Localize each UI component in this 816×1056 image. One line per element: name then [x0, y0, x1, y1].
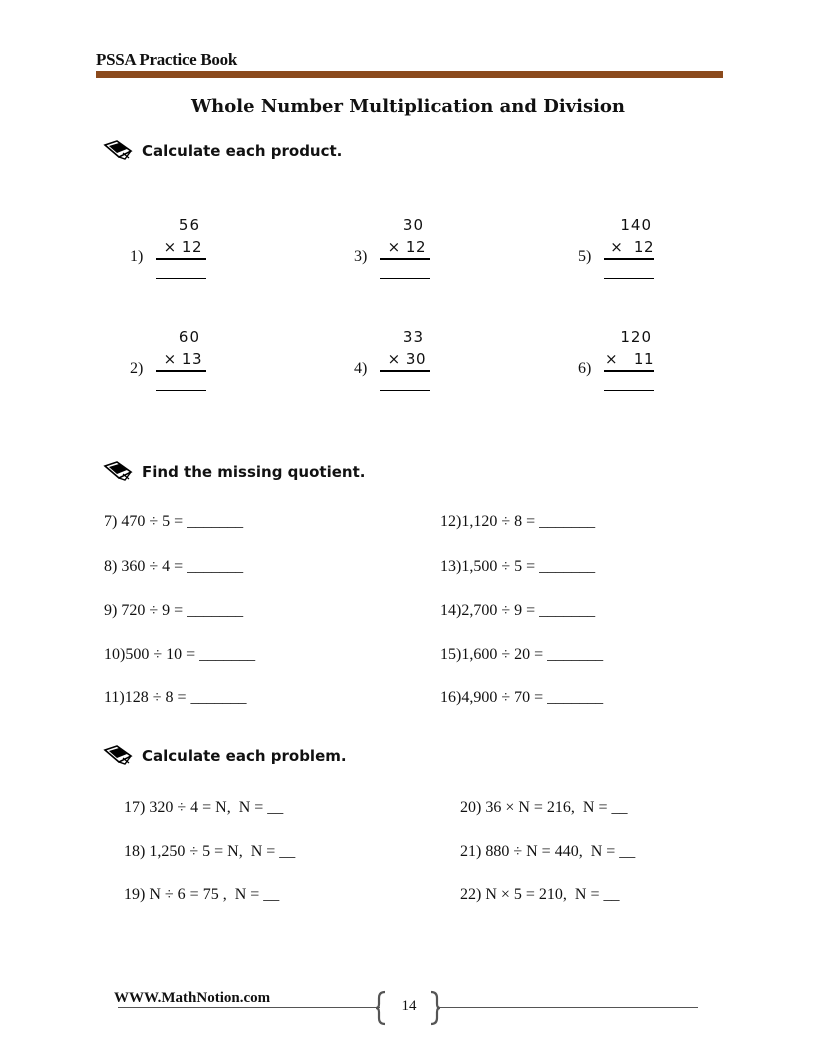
footer-url: WWW.MathNotion.com [114, 990, 271, 1006]
quotient-problem-9: 9) 720 ÷ 9 = _______ [104, 602, 244, 619]
multiplicand: 30 [402, 216, 424, 234]
page-title: Whole Number Multiplication and Division [190, 96, 626, 117]
right-brace-icon [428, 990, 442, 1026]
multiplier: × 12 [387, 238, 426, 256]
problem-number: 1) [130, 248, 144, 265]
answer-blank [604, 390, 654, 391]
problem-number: 5) [578, 248, 592, 265]
section-heading-problems: Calculate each problem. [142, 747, 347, 765]
problem-22: 22) N × 5 = 210, N = __ [460, 886, 620, 903]
multiplicand: 140 [620, 216, 652, 234]
problem-20: 20) 36 × N = 216, N = __ [460, 799, 628, 816]
quotient-problem-8: 8) 360 ÷ 4 = _______ [104, 558, 244, 575]
product-rule [380, 370, 430, 372]
multiplier: × 12 [610, 238, 654, 256]
quotient-problem-14: 14)2,700 ÷ 9 = _______ [440, 602, 596, 619]
answer-blank [380, 390, 430, 391]
quotient-problem-15: 15)1,600 ÷ 20 = _______ [440, 646, 604, 663]
pencil-on-paper-icon [103, 744, 133, 766]
header-rule [96, 71, 723, 78]
pencil-on-paper-icon [103, 460, 133, 482]
problem-17: 17) 320 ÷ 4 = N, N = __ [124, 799, 284, 816]
answer-blank [156, 278, 206, 279]
quotient-problem-13: 13)1,500 ÷ 5 = _______ [440, 558, 596, 575]
multiplier: × 12 [163, 238, 202, 256]
pencil-on-paper-icon [103, 139, 133, 161]
problem-number: 4) [354, 360, 368, 377]
product-rule [380, 258, 430, 260]
multiplicand: 33 [402, 328, 424, 346]
quotient-problem-11: 11)128 ÷ 8 = _______ [104, 689, 247, 706]
answer-blank [604, 278, 654, 279]
answer-blank [380, 278, 430, 279]
multiplicand: 120 [620, 328, 652, 346]
quotient-problem-7: 7) 470 ÷ 5 = _______ [104, 513, 244, 530]
quotient-problem-10: 10)500 ÷ 10 = _______ [104, 646, 256, 663]
problem-21: 21) 880 ÷ N = 440, N = __ [460, 843, 636, 860]
left-brace-icon [374, 990, 388, 1026]
multiplicand: 56 [178, 216, 200, 234]
multiplier: × 13 [163, 350, 202, 368]
multiplicand: 60 [178, 328, 200, 346]
problem-number: 2) [130, 360, 144, 377]
page-number: 14 [401, 998, 417, 1014]
product-rule [604, 258, 654, 260]
problem-18: 18) 1,250 ÷ 5 = N, N = __ [124, 843, 296, 860]
product-rule [156, 370, 206, 372]
footer-rule-left [118, 1007, 380, 1008]
problem-19: 19) N ÷ 6 = 75 , N = __ [124, 886, 280, 903]
problem-number: 6) [578, 360, 592, 377]
header-title: PSSA Practice Book [96, 50, 237, 69]
footer-rule-right [438, 1007, 698, 1008]
multiplier: × 11 [605, 350, 654, 368]
problem-number: 3) [354, 248, 368, 265]
section-heading-quotients: Find the missing quotient. [142, 463, 366, 481]
answer-blank [156, 390, 206, 391]
quotient-problem-16: 16)4,900 ÷ 70 = _______ [440, 689, 604, 706]
section-heading-products: Calculate each product. [142, 142, 343, 160]
product-rule [156, 258, 206, 260]
product-rule [604, 370, 654, 372]
quotient-problem-12: 12)1,120 ÷ 8 = _______ [440, 513, 596, 530]
multiplier: × 30 [387, 350, 426, 368]
